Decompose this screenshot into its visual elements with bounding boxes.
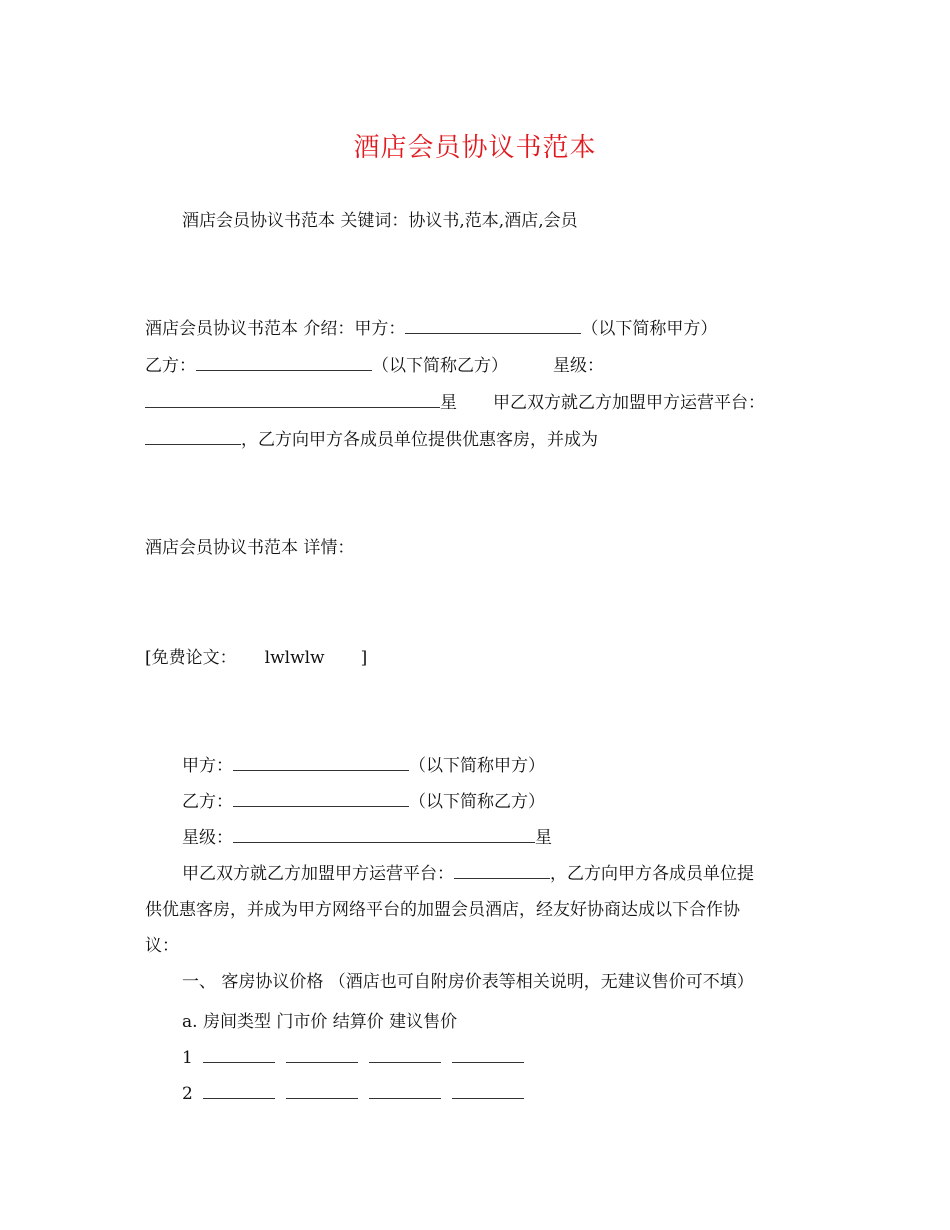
intro-party-b-label: 乙方： <box>145 356 196 376</box>
keywords-line: 酒店会员协议书范本 关键词：协议书,范本,酒店,会员 <box>182 211 578 231</box>
agreement-provide-text: ，乙方向甲方各成员单位提 <box>550 864 754 884</box>
price-table-row <box>182 1083 524 1105</box>
intro-line-1 <box>145 318 717 340</box>
room-type-blank <box>203 1084 275 1099</box>
intro-party-a-label: 酒店会员协议书范本 介绍：甲方： <box>145 319 406 339</box>
settlement-price-blank <box>369 1084 441 1099</box>
intro-platform-text: 甲乙双方就乙方加盟甲方运营平台： <box>493 393 765 413</box>
intro-party-a-suffix: （以下简称甲方） <box>581 319 718 339</box>
free-paper-line <box>145 647 367 669</box>
row-number: 2 <box>182 1084 193 1104</box>
rack-rate-blank <box>286 1048 358 1063</box>
star-blank <box>233 828 535 843</box>
free-paper-open: [免费论文： <box>145 648 237 668</box>
star-line <box>182 827 552 849</box>
intro-party-b-suffix: （以下简称乙方） <box>372 356 508 376</box>
party-a-blank <box>233 756 409 771</box>
intro-line-3 <box>145 392 765 414</box>
suggested-price-blank <box>452 1084 524 1099</box>
document-title: 酒店会员协议书范本 <box>353 133 597 163</box>
party-b-blank <box>233 792 409 807</box>
free-paper-code: lwlwlw <box>264 648 325 668</box>
agreement-platform-text: 甲乙双方就乙方加盟甲方运营平台： <box>182 864 454 884</box>
party-b-suffix: （以下简称乙方） <box>409 792 545 812</box>
agreement-line-3: 议： <box>145 936 179 956</box>
star-label: 星级： <box>182 828 233 848</box>
intro-star-blank <box>145 393 440 408</box>
free-paper-close: ] <box>360 648 368 668</box>
details-label: 酒店会员协议书范本 详情： <box>145 538 355 558</box>
intro-line-4 <box>145 429 598 451</box>
agreement-platform-blank <box>454 864 550 879</box>
intro-star-suffix: 星 <box>440 393 457 413</box>
party-b-label: 乙方： <box>182 792 233 812</box>
intro-party-a-blank <box>405 319 581 334</box>
star-suffix: 星 <box>535 828 552 848</box>
price-table-row <box>182 1047 524 1069</box>
intro-party-b-blank <box>196 356 372 371</box>
intro-line-2 <box>145 355 604 377</box>
room-type-blank <box>203 1048 275 1063</box>
party-b-line <box>182 791 545 813</box>
row-number: 1 <box>182 1048 193 1068</box>
intro-star-label: 星级： <box>553 356 604 376</box>
suggested-price-blank <box>452 1048 524 1063</box>
rack-rate-blank <box>286 1084 358 1099</box>
agreement-line-1 <box>182 863 754 885</box>
party-a-line <box>182 755 545 777</box>
section-1-heading: 一、 客房协议价格 （酒店也可自附房价表等相关说明，无建议售价可不填） <box>182 972 754 992</box>
agreement-line-2: 供优惠客房，并成为甲方网络平台的加盟会员酒店，经友好协商达成以下合作协 <box>145 900 740 920</box>
intro-provide-text: ，乙方向甲方各成员单位提供优惠客房，并成为 <box>241 430 598 450</box>
party-a-suffix: （以下简称甲方） <box>409 756 545 776</box>
settlement-price-blank <box>369 1048 441 1063</box>
intro-platform-blank <box>145 430 241 445</box>
party-a-label: 甲方： <box>182 756 233 776</box>
price-table-header: a. 房间类型 门市价 结算价 建议售价 <box>182 1012 458 1032</box>
